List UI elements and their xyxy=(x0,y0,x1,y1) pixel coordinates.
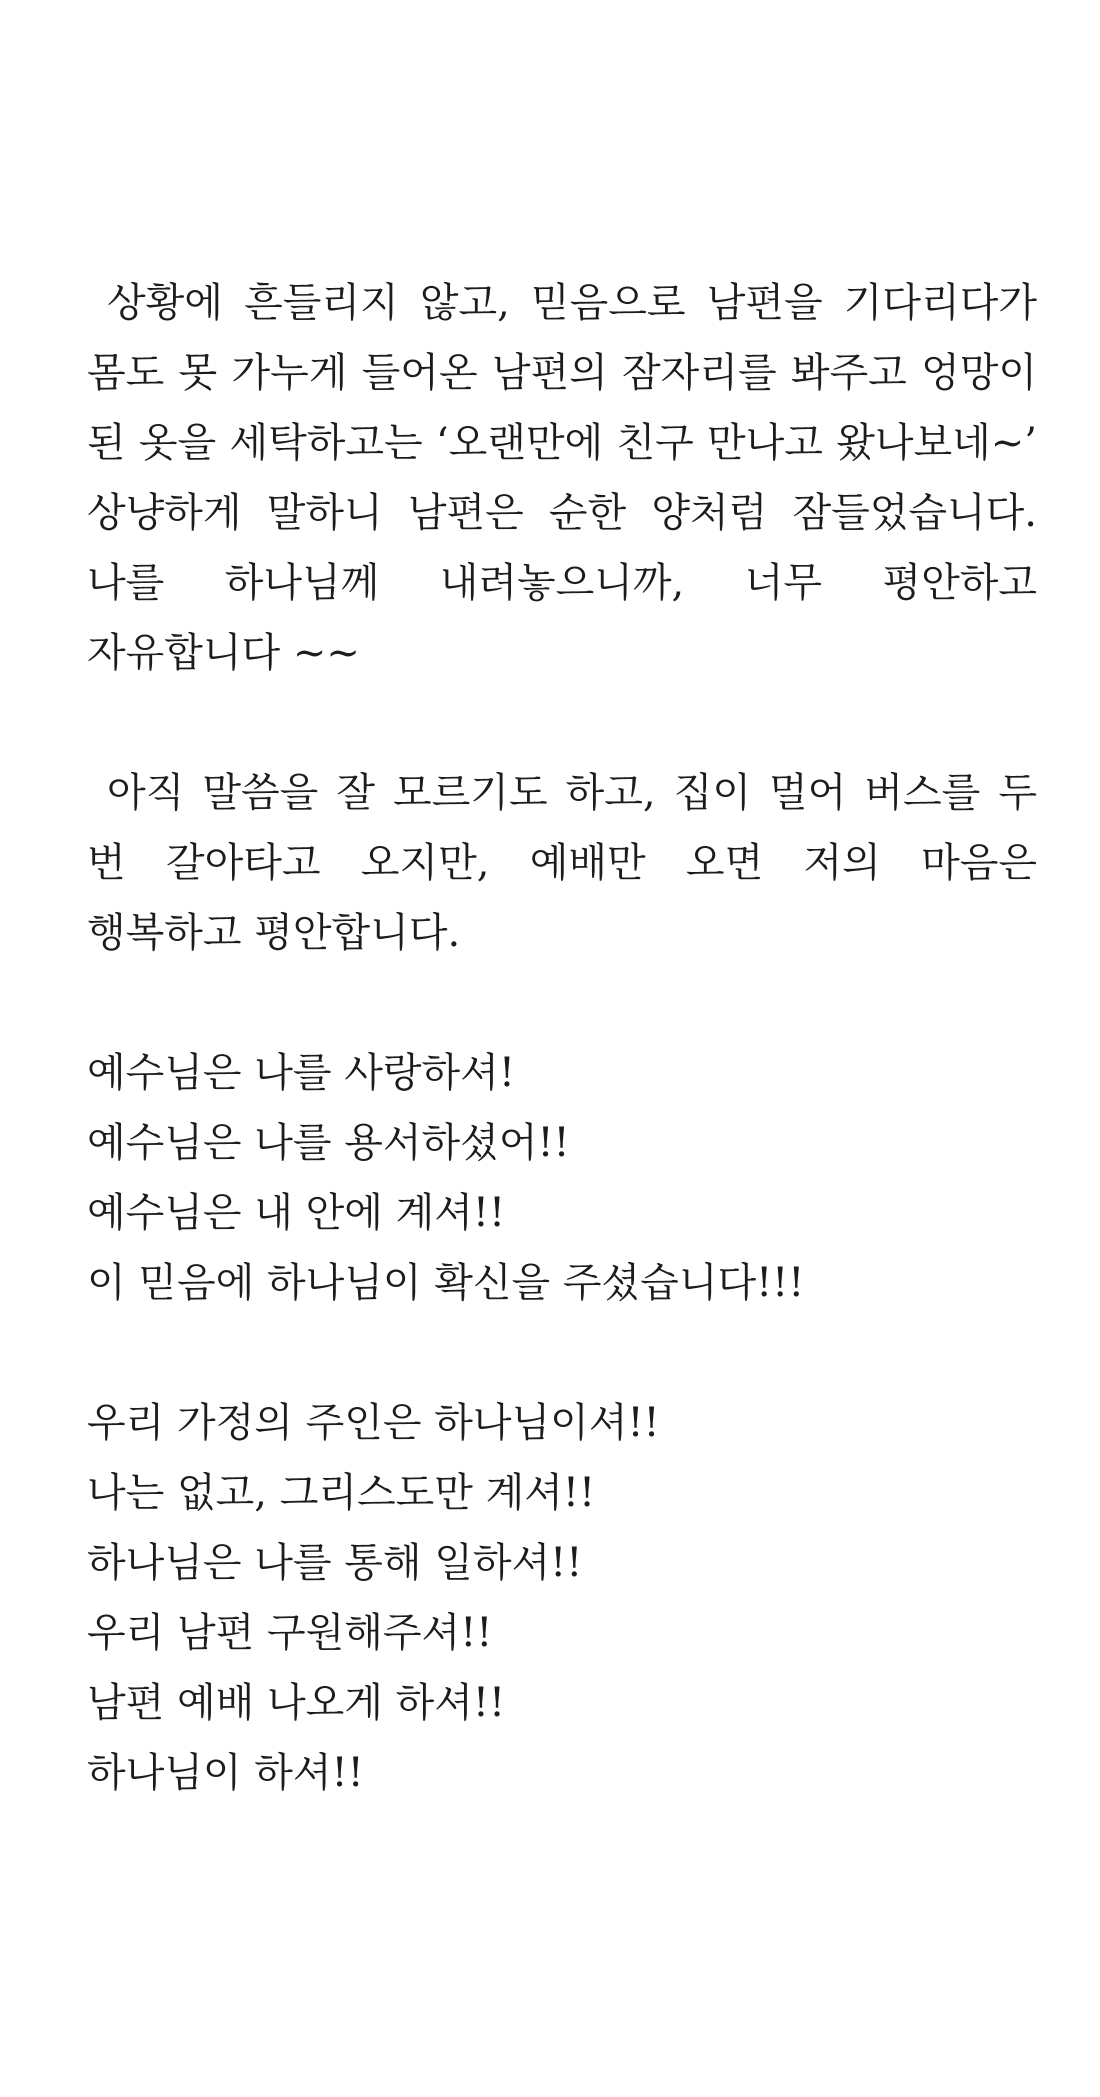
prayer-line: 우리 남편 구원해주셔!! xyxy=(87,1610,493,1656)
prayer-lines xyxy=(87,1388,1037,1808)
document-body xyxy=(87,268,1037,1808)
confession-line: 예수님은 나를 사랑하셔! xyxy=(87,1050,515,1096)
confession-line: 예수님은 내 안에 계셔!! xyxy=(87,1190,506,1236)
prayer-line: 우리 가정의 주인은 하나님이셔!! xyxy=(87,1400,660,1446)
prayer-line: 나는 없고, 그리스도만 계셔!! xyxy=(87,1470,596,1516)
confession-lines xyxy=(87,1038,1037,1318)
confession-line: 이 믿음에 하나님이 확신을 주셨습니다!!! xyxy=(87,1260,805,1306)
paragraph-1: 상황에 흔들리지 않고, 믿음으로 남편을 기다리다가 몸도 못 가누게 들어온 남편의 잠자리를 봐주고 엉망이 된 옷을 세탁하고는 ‘오랜만에 친구 만나고 왔나보네~’ 상냥하게 말하니 남편은 순한 양처럼 잠들었습니다. 나를 하나님께 내려놓으니까, 너무 평안하고 자유합니다 ~~ xyxy=(87,280,1037,676)
prayer-line: 하나님은 나를 통해 일하셔!! xyxy=(87,1540,583,1586)
prayer-line: 하나님이 하셔!! xyxy=(87,1750,364,1796)
paragraph-2: 아직 말씀을 잘 모르기도 하고, 집이 멀어 버스를 두 번 갈아타고 오지만, 예배만 오면 저의 마음은 행복하고 평안합니다. xyxy=(87,770,1037,956)
prayer-line: 남편 예배 나오게 하셔!! xyxy=(87,1680,506,1726)
confession-line: 예수님은 나를 용서하셨어!! xyxy=(87,1120,570,1166)
